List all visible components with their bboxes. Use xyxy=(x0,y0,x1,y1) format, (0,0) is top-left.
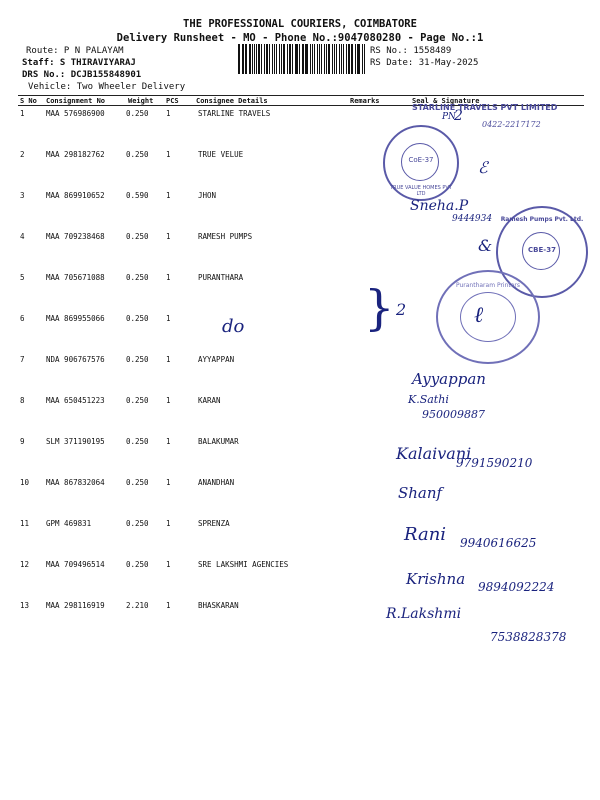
row8-phone: 950009887 xyxy=(422,408,485,421)
barcode-bar xyxy=(274,44,276,74)
row-sno: 13 xyxy=(20,601,30,610)
col-pcs: PCS xyxy=(166,97,179,105)
barcode-bar xyxy=(358,44,360,74)
row-consignment-no: MAA 650451223 xyxy=(46,396,105,405)
row-sno: 12 xyxy=(20,560,30,569)
row-pcs: 1 xyxy=(166,314,171,323)
row-weight: 0.250 xyxy=(126,314,149,323)
row-weight: 0.250 xyxy=(126,437,149,446)
row9-signature: Kalaivani xyxy=(396,444,472,463)
row2-signature: ℰ xyxy=(478,158,488,177)
row-consignment-no: MAA 298182762 xyxy=(46,150,105,159)
barcode-bar xyxy=(314,44,315,74)
row-pcs: 1 xyxy=(166,232,171,241)
barcode-bar xyxy=(348,44,350,74)
drs-label: DRS No.: DCJB155848901 xyxy=(22,70,142,80)
barcode-bar xyxy=(334,44,336,74)
row-sno: 11 xyxy=(20,519,30,528)
row-pcs: 1 xyxy=(166,478,171,487)
row-weight: 0.590 xyxy=(126,191,149,200)
row-pcs: 1 xyxy=(166,273,171,282)
purantharam-stamp-inner xyxy=(460,292,516,342)
starline-stamp-line3: 2 xyxy=(454,108,463,124)
row-consignment-no: SLM 371190195 xyxy=(46,437,105,446)
row-sno: 8 xyxy=(20,396,25,405)
company-title: THE PROFESSIONAL COURIERS, COIMBATORE xyxy=(183,18,417,30)
row-consignment-no: MAA 709238468 xyxy=(46,232,105,241)
row-consignee: AYYAPPAN xyxy=(198,355,235,364)
col-sno: S No xyxy=(20,97,37,105)
row-consignee: STARLINE TRAVELS xyxy=(198,109,271,118)
row5-mark: 2 xyxy=(396,300,407,319)
purantharam-stamp xyxy=(436,270,540,364)
row-pcs: 1 xyxy=(166,560,171,569)
barcode-bar xyxy=(266,44,268,74)
barcode-bar xyxy=(238,44,240,74)
row-pcs: 1 xyxy=(166,396,171,405)
row6-ditto-mark: do xyxy=(222,316,245,337)
row-weight: 0.250 xyxy=(126,355,149,364)
barcode-bar xyxy=(312,44,313,74)
barcode-bar xyxy=(302,44,303,74)
vehicle-label: Vehicle: Two Wheeler Delivery xyxy=(28,82,186,92)
row-pcs: 1 xyxy=(166,519,171,528)
row-consignee: SPRENZA xyxy=(198,519,230,528)
row-consignee: BALAKUMAR xyxy=(198,437,239,446)
route-label: Route: P N PALAYAM xyxy=(26,46,124,56)
row-sno: 1 xyxy=(20,109,25,118)
starline-stamp-name: STARLINE TRAVELS PVT LIMITED xyxy=(412,103,558,112)
barcode-bar xyxy=(343,44,344,74)
barcode-bar xyxy=(310,44,312,74)
row-pcs: 1 xyxy=(166,437,171,446)
barcode-bar xyxy=(305,44,307,74)
true-value-stamp-ring: TRUE VALUE HOMES PVT LTD xyxy=(390,185,452,197)
barcode-bar xyxy=(341,44,343,74)
barcode-bar xyxy=(364,44,366,74)
row11-phone: 9940616625 xyxy=(460,536,537,550)
barcode-bar xyxy=(243,44,244,74)
row-weight: 0.250 xyxy=(126,560,149,569)
true-value-stamp xyxy=(383,125,459,201)
ramesh-pumps-stamp-code: CBE-37 xyxy=(528,246,556,254)
barcode-bar xyxy=(283,44,285,74)
barcode-bar xyxy=(295,44,296,74)
purantharam-signature: ℓ xyxy=(474,303,484,328)
row-sno: 6 xyxy=(20,314,25,323)
barcode-bar xyxy=(324,44,325,74)
row10-signature: Shanf xyxy=(398,484,443,502)
row-sno: 3 xyxy=(20,191,25,200)
row-pcs: 1 xyxy=(166,109,171,118)
barcode-bar xyxy=(317,44,319,74)
barcode-bar xyxy=(357,44,358,74)
row-consignment-no: NDA 906767576 xyxy=(46,355,105,364)
barcode-bar xyxy=(326,44,327,74)
row3-phone: 9444934 xyxy=(452,214,493,224)
barcode-bar xyxy=(287,44,288,74)
barcode-bar xyxy=(321,44,323,74)
barcode-bar xyxy=(242,44,243,74)
barcode-bar xyxy=(299,44,300,74)
row7-signature: Ayyappan xyxy=(412,370,486,388)
barcode-bar xyxy=(319,44,320,74)
row-weight: 0.250 xyxy=(126,273,149,282)
row8-signature: K.Sathi xyxy=(408,393,449,406)
row-consignee: KARAN xyxy=(198,396,221,405)
barcode-bar xyxy=(249,44,251,74)
starline-stamp-line2: PN xyxy=(442,112,456,122)
row-consignment-no: MAA 576986900 xyxy=(46,109,105,118)
staff-label: Staff: S THIRAVIYARAJ xyxy=(22,58,136,68)
barcode-bar xyxy=(276,44,277,74)
barcode-bar xyxy=(336,44,337,74)
barcode-bar xyxy=(281,44,283,74)
row5-row6-brace: } xyxy=(364,280,395,336)
row-pcs: 1 xyxy=(166,601,171,610)
row9-phone: 9791590210 xyxy=(456,456,533,470)
barcode-bar xyxy=(351,44,353,74)
row-weight: 0.250 xyxy=(126,109,149,118)
barcode-bar xyxy=(296,44,298,74)
rs-date: RS Date: 31-May-2025 xyxy=(370,58,479,68)
ramesh-pumps-stamp-ring: Ramesh Pumps Pvt. Ltd. xyxy=(500,216,584,223)
row-consignment-no: MAA 869955066 xyxy=(46,314,105,323)
row-weight: 0.250 xyxy=(126,519,149,528)
row-pcs: 1 xyxy=(166,150,171,159)
barcode-bar xyxy=(269,44,270,74)
row13-phone: 7538828378 xyxy=(490,630,567,644)
starline-stamp-phone: 0422-2217172 xyxy=(482,120,541,129)
barcode-bar xyxy=(346,44,347,74)
row-consignee: RAMESH PUMPS xyxy=(198,232,253,241)
barcode-bar xyxy=(261,44,263,74)
row-weight: 2.210 xyxy=(126,601,149,610)
barcode-bar xyxy=(328,44,330,74)
rs-number: RS No.: 1558489 xyxy=(370,46,452,56)
row-consignee: BHASKARAN xyxy=(198,601,239,610)
barcode-bar xyxy=(254,44,255,74)
row-consignee: TRUE VELUE xyxy=(198,150,244,159)
col-weight: Weight xyxy=(128,97,154,105)
row11-signature: Rani xyxy=(404,524,447,545)
row-weight: 0.250 xyxy=(126,478,149,487)
row-consignment-no: MAA 298116919 xyxy=(46,601,105,610)
barcode-bar xyxy=(332,44,333,74)
row-sno: 7 xyxy=(20,355,25,364)
col-consignee: Consignee Details xyxy=(196,97,268,105)
row-weight: 0.250 xyxy=(126,232,149,241)
row-weight: 0.250 xyxy=(126,396,149,405)
row3-signature: Sneha.P xyxy=(410,198,469,214)
barcode-bar xyxy=(279,44,280,74)
barcode-bar xyxy=(245,44,247,74)
purantharam-stamp-ring: Purantharam Printers xyxy=(455,282,521,289)
row12-phone: 9894092224 xyxy=(478,580,555,594)
col-remarks: Remarks xyxy=(350,97,380,105)
barcode-bar xyxy=(362,44,363,74)
row-consignee: JHON xyxy=(198,191,217,200)
true-value-stamp-code: CoE-37 xyxy=(408,156,434,164)
row-weight: 0.250 xyxy=(126,150,149,159)
barcode-bar xyxy=(256,44,257,74)
row4-signature-mark: & xyxy=(478,236,493,255)
barcode-bar xyxy=(339,44,340,74)
barcode-bar xyxy=(252,44,253,74)
starline-stamp xyxy=(412,103,580,129)
header-top-rule xyxy=(18,95,584,96)
barcode xyxy=(238,44,366,74)
row-sno: 10 xyxy=(20,478,30,487)
row-consignee: SRE LAKSHMI AGENCIES xyxy=(198,560,289,569)
row-consignee: ANANDHAN xyxy=(198,478,235,487)
row-consignment-no: GPM 469831 xyxy=(46,519,92,528)
row-consignment-no: MAA 867832064 xyxy=(46,478,105,487)
row-pcs: 1 xyxy=(166,355,171,364)
barcode-bar xyxy=(303,44,304,74)
row-sno: 9 xyxy=(20,437,25,446)
barcode-bar xyxy=(355,44,356,74)
row13-signature: R.Lakshmi xyxy=(386,606,462,622)
row-sno: 5 xyxy=(20,273,25,282)
row-sno: 2 xyxy=(20,150,25,159)
row-sno: 4 xyxy=(20,232,25,241)
row-consignment-no: MAA 869910652 xyxy=(46,191,105,200)
row-consignment-no: MAA 705671088 xyxy=(46,273,105,282)
row-pcs: 1 xyxy=(166,191,171,200)
barcode-bar xyxy=(289,44,291,74)
row-consignment-no: MAA 709496514 xyxy=(46,560,105,569)
barcode-bar xyxy=(272,44,273,74)
barcode-bar xyxy=(258,44,260,74)
col-seal-signature: Seal & Signature xyxy=(412,97,480,105)
barcode-bar xyxy=(292,44,293,74)
row-consignee: PURANTHARA xyxy=(198,273,244,282)
row12-signature: Krishna xyxy=(406,570,466,588)
runsheet-subtitle: Delivery Runsheet - MO - Phone No.:9047080280 - Page No.:1 xyxy=(116,32,484,44)
barcode-bar xyxy=(264,44,265,74)
col-consignment: Consignment No xyxy=(46,97,106,105)
